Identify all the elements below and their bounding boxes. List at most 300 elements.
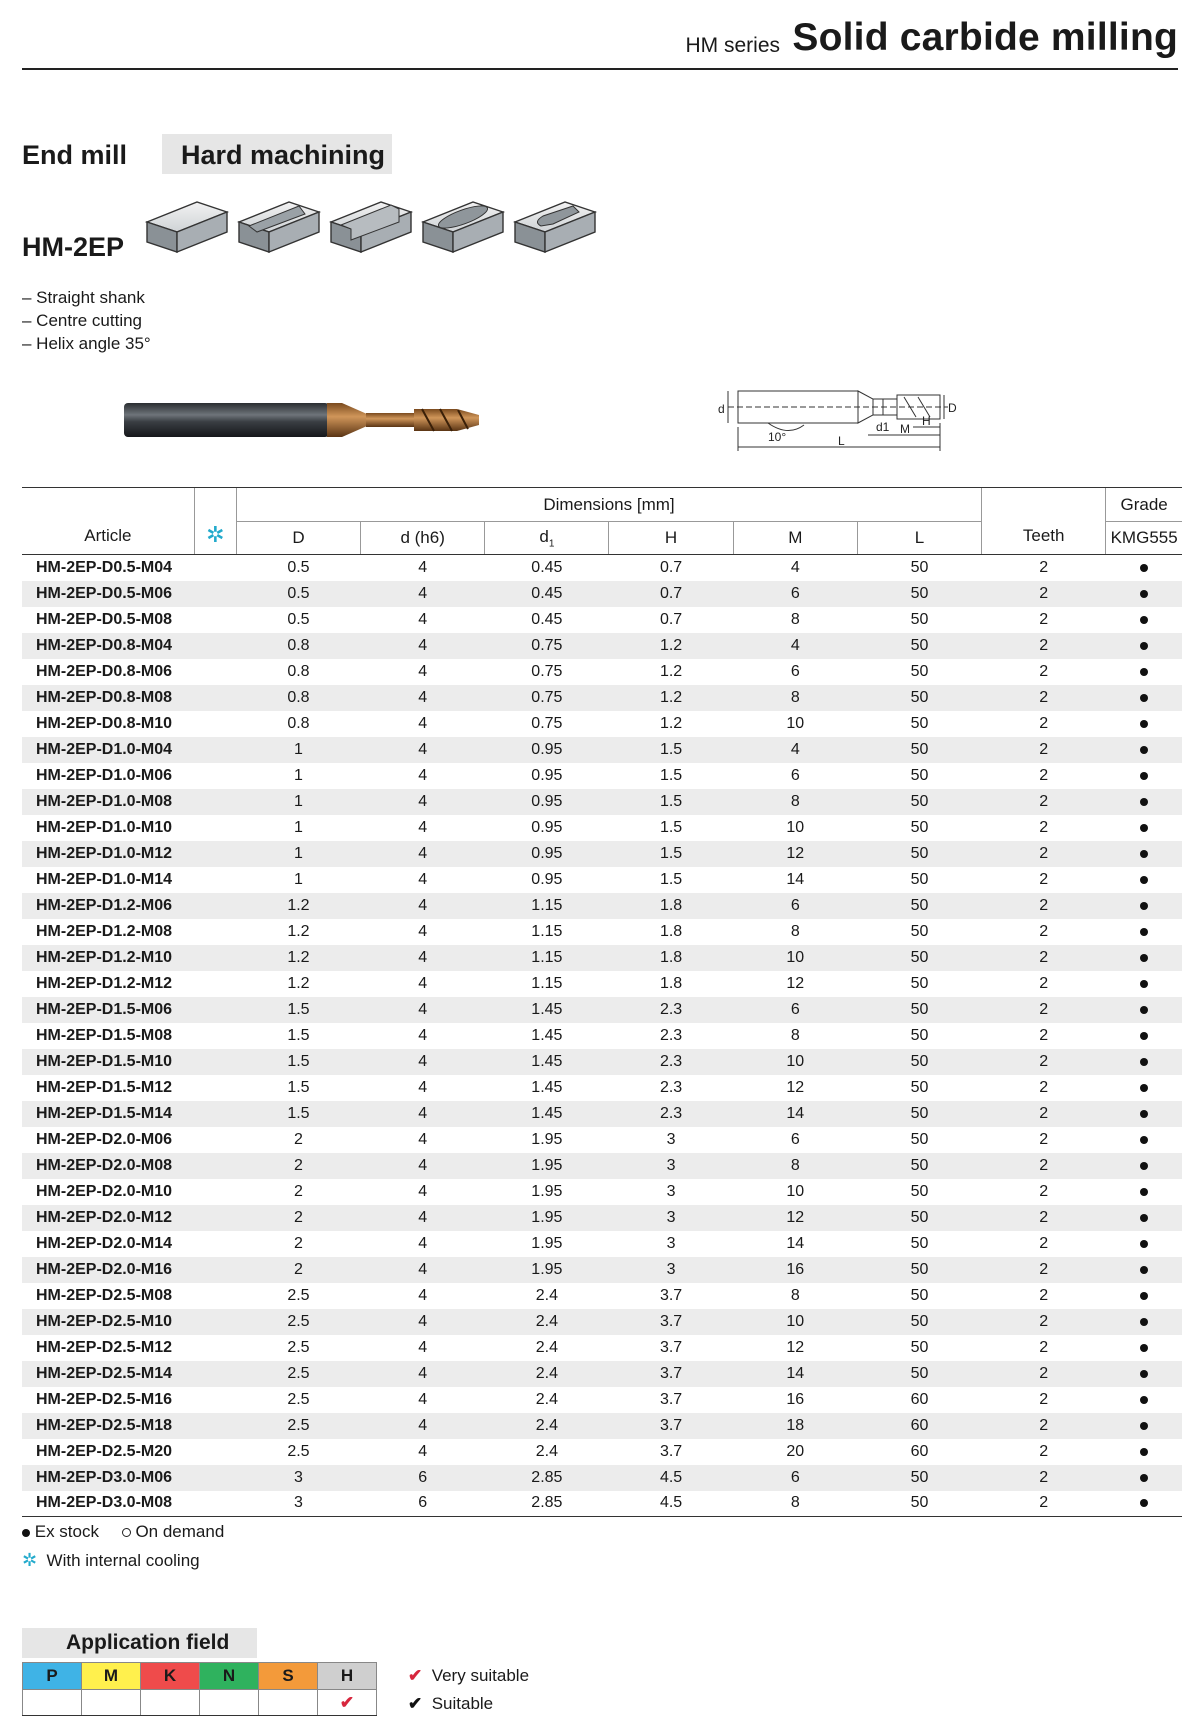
H-cell: 0.7 <box>609 581 733 607</box>
L-cell: 50 <box>857 1205 981 1231</box>
article-cell: HM-2EP-D1.5-M12 <box>36 1078 173 1096</box>
article-cell: HM-2EP-D2.0-M06 <box>36 1130 173 1148</box>
grade-cell <box>1106 1205 1182 1231</box>
ex-stock-icon <box>1140 616 1148 624</box>
M-cell: 6 <box>790 766 800 784</box>
suitability-mark <box>259 1690 318 1716</box>
grade-cell <box>1106 841 1182 867</box>
L-cell: 50 <box>857 945 981 971</box>
d-cell: 4 <box>361 1049 485 1075</box>
block-slot-icon <box>331 202 411 252</box>
ex-stock-icon <box>1140 1240 1148 1248</box>
article-cell: HM-2EP-D2.5-M12 <box>36 1338 173 1356</box>
table-row <box>22 1101 1182 1127</box>
dim-angle-label: 10° <box>768 430 787 444</box>
grade-name-header: KMG555 <box>1106 522 1182 555</box>
table-row <box>22 1491 1182 1517</box>
table-row <box>22 867 1182 893</box>
article-cell: HM-2EP-D1.0-M12 <box>22 841 194 867</box>
grade-cell <box>1106 1127 1182 1153</box>
d-cell: 4 <box>418 1442 428 1460</box>
L-cell: 50 <box>910 818 929 836</box>
L-cell: 50 <box>910 1182 929 1200</box>
L-cell: 60 <box>857 1413 981 1439</box>
teeth-cell: 2 <box>1039 1182 1049 1200</box>
teeth-cell: 2 <box>1039 818 1049 836</box>
M-cell: 10 <box>786 818 805 836</box>
ex-stock-icon <box>1140 642 1148 650</box>
d1-cell: 1.15 <box>531 922 563 940</box>
table-row <box>22 997 1182 1023</box>
teeth-cell: 2 <box>1039 558 1049 576</box>
teeth-cell: 2 <box>982 1361 1106 1387</box>
suitable-check-icon: ✔ <box>408 1694 423 1713</box>
teeth-cell: 2 <box>1039 1234 1049 1252</box>
H-cell: 2.3 <box>609 1101 733 1127</box>
d1-cell: 2.4 <box>535 1286 558 1304</box>
cooling-cell <box>194 1335 236 1361</box>
page-title: Solid carbide milling <box>792 16 1178 59</box>
L-cell: 50 <box>910 974 929 992</box>
L-cell: 50 <box>857 841 981 867</box>
table-row <box>22 1075 1182 1101</box>
d1-cell: 0.45 <box>531 610 563 628</box>
grade-cell <box>1106 997 1182 1023</box>
L-cell: 50 <box>910 766 929 784</box>
L-cell: 50 <box>910 1026 929 1044</box>
cooling-cell <box>194 1049 236 1075</box>
H-cell: 0.7 <box>659 610 683 628</box>
d-cell: 4 <box>418 974 428 992</box>
teeth-cell: 2 <box>982 1309 1106 1335</box>
d-cell: 4 <box>418 1026 428 1044</box>
D-cell: 1 <box>294 818 303 836</box>
grade-cell <box>1106 711 1182 737</box>
article-cell: HM-2EP-D2.0-M14 <box>36 1234 173 1252</box>
series-label: HM series <box>685 34 780 57</box>
cooling-cell <box>194 945 236 971</box>
D-cell: 1.5 <box>287 1026 310 1044</box>
grade-cell <box>1106 1023 1182 1049</box>
D-cell: 2.5 <box>287 1286 310 1304</box>
cooling-cell <box>194 555 236 581</box>
ex-stock-icon <box>1140 1292 1148 1300</box>
table-row <box>22 919 1182 945</box>
table-row <box>22 1439 1182 1465</box>
grade-cell <box>1106 1179 1182 1205</box>
d-cell: 4 <box>418 818 428 836</box>
article-cell: HM-2EP-D2.5-M08 <box>36 1286 173 1304</box>
ex-stock-icon <box>1140 928 1148 936</box>
D-cell: 1 <box>294 766 303 784</box>
ex-stock-icon <box>22 1529 30 1537</box>
M-cell: 8 <box>733 789 857 815</box>
D-cell: 1.5 <box>236 1049 360 1075</box>
M-cell: 12 <box>786 1078 805 1096</box>
table-row <box>22 1049 1182 1075</box>
d-cell: 4 <box>418 1286 428 1304</box>
M-cell: 6 <box>790 662 800 680</box>
teeth-cell: 2 <box>1039 974 1049 992</box>
D-cell: 1.5 <box>287 1078 310 1096</box>
D-cell: 2 <box>236 1257 360 1283</box>
table-row <box>22 945 1182 971</box>
L-cell: 50 <box>857 581 981 607</box>
ex-stock-icon <box>1140 1474 1148 1482</box>
d-cell: 4 <box>418 610 428 628</box>
ex-stock-icon <box>1140 1370 1148 1378</box>
H-cell: 1.5 <box>609 841 733 867</box>
D-cell: 1.2 <box>236 945 360 971</box>
M-cell: 14 <box>733 1101 857 1127</box>
grade-cell <box>1106 1257 1182 1283</box>
D-cell: 2 <box>236 1205 360 1231</box>
article-cell: HM-2EP-D1.0-M14 <box>36 870 173 888</box>
teeth-cell: 2 <box>982 945 1106 971</box>
article-cell: HM-2EP-D0.5-M06 <box>22 581 194 607</box>
col-D-header: D <box>236 522 360 555</box>
ex-stock-icon <box>1140 850 1148 858</box>
cooling-cell <box>194 763 236 789</box>
d1-cell: 1.45 <box>531 1026 563 1044</box>
article-cell: HM-2EP-D0.8-M08 <box>22 685 194 711</box>
L-cell: 50 <box>910 922 929 940</box>
grade-cell <box>1106 763 1182 789</box>
L-cell: 50 <box>857 737 981 763</box>
L-cell: 50 <box>857 893 981 919</box>
ex-stock-icon <box>1140 1266 1148 1274</box>
table-row <box>22 1023 1182 1049</box>
d-cell: 4 <box>418 1390 428 1408</box>
H-cell: 3.7 <box>609 1413 733 1439</box>
H-cell: 3.7 <box>659 1442 683 1460</box>
d-cell: 4 <box>361 1361 485 1387</box>
cooling-cell <box>194 1309 236 1335</box>
cooling-cell <box>194 1465 236 1491</box>
d-cell: 4 <box>418 922 428 940</box>
d1-cell: 0.95 <box>485 737 609 763</box>
grade-cell <box>1106 1231 1182 1257</box>
d-cell: 4 <box>361 1101 485 1127</box>
D-cell: 2.5 <box>287 1338 310 1356</box>
article-cell: HM-2EP-D1.5-M10 <box>22 1049 194 1075</box>
L-cell: 50 <box>857 1049 981 1075</box>
suitability-mark <box>200 1690 259 1716</box>
d1-cell: 2.4 <box>485 1413 609 1439</box>
M-cell: 6 <box>733 581 857 607</box>
ex-stock-icon <box>1140 1344 1148 1352</box>
ex-stock-icon <box>1140 1318 1148 1326</box>
table-row <box>22 1231 1182 1257</box>
article-cell: HM-2EP-D3.0-M08 <box>22 1491 194 1517</box>
M-cell: 12 <box>786 974 805 992</box>
M-cell: 4 <box>733 737 857 763</box>
grade-cell <box>1106 1465 1182 1491</box>
d-cell: 4 <box>361 1309 485 1335</box>
M-cell: 6 <box>733 893 857 919</box>
H-cell: 1.2 <box>609 685 733 711</box>
D-cell: 1.5 <box>236 1101 360 1127</box>
ex-stock-icon <box>1140 1188 1148 1196</box>
grade-cell <box>1106 1101 1182 1127</box>
D-cell: 1.2 <box>236 893 360 919</box>
teeth-cell: 2 <box>982 893 1106 919</box>
D-cell: 2 <box>294 1130 303 1148</box>
cooling-cell <box>194 815 236 841</box>
block-open-pocket-icon <box>515 202 595 252</box>
table-row <box>22 555 1182 581</box>
d1-cell: 1.95 <box>485 1153 609 1179</box>
cooling-cell <box>194 919 236 945</box>
d-cell: 4 <box>361 945 485 971</box>
cooling-cell <box>194 971 236 997</box>
L-cell: 60 <box>910 1442 929 1460</box>
cooling-cell <box>194 633 236 659</box>
D-cell: 2.5 <box>287 1442 310 1460</box>
L-cell: 50 <box>857 1153 981 1179</box>
very-suitable-label: Very suitable <box>431 1666 530 1685</box>
teeth-cell: 2 <box>982 1049 1106 1075</box>
article-cell: HM-2EP-D1.2-M10 <box>22 945 194 971</box>
H-cell: 1.8 <box>659 974 683 992</box>
teeth-cell: 2 <box>1039 610 1049 628</box>
table-row <box>22 789 1182 815</box>
M-cell: 8 <box>733 1153 857 1179</box>
ex-stock-icon <box>1140 564 1148 572</box>
d1-cell: 2.4 <box>535 1442 558 1460</box>
grade-cell <box>1106 971 1182 997</box>
D-cell: 1.2 <box>287 922 310 940</box>
D-cell: 0.5 <box>287 610 310 628</box>
L-cell: 50 <box>857 1491 981 1517</box>
teeth-cell: 2 <box>982 1491 1106 1517</box>
dim-M-label: M <box>900 422 910 436</box>
table-row <box>22 1361 1182 1387</box>
H-cell: 3.7 <box>659 1286 683 1304</box>
article-cell: HM-2EP-D2.5-M16 <box>36 1390 173 1408</box>
ex-stock-icon <box>1140 1032 1148 1040</box>
D-cell: 0.8 <box>287 662 310 680</box>
on-demand-label: On demand <box>135 1522 225 1541</box>
H-cell: 4.5 <box>609 1491 733 1517</box>
D-cell: 0.5 <box>287 558 310 576</box>
material-group-k: K <box>141 1663 200 1690</box>
cooling-cell <box>194 1439 236 1465</box>
dimensions-table <box>22 487 1182 1517</box>
L-cell: 50 <box>857 1257 981 1283</box>
D-cell: 1.2 <box>287 974 310 992</box>
d-cell: 4 <box>418 714 428 732</box>
teeth-cell: 2 <box>1039 1338 1049 1356</box>
H-cell: 3.7 <box>659 1390 683 1408</box>
H-cell: 2.3 <box>659 1078 683 1096</box>
teeth-cell: 2 <box>982 789 1106 815</box>
ex-stock-icon <box>1140 772 1148 780</box>
block-groove-icon <box>239 202 319 252</box>
d1-cell: 1.15 <box>531 974 563 992</box>
table-row <box>22 1179 1182 1205</box>
D-cell: 1 <box>294 870 303 888</box>
d-cell: 4 <box>361 633 485 659</box>
H-cell: 1.5 <box>659 766 683 784</box>
cooling-cell <box>194 581 236 607</box>
table-row <box>22 1413 1182 1439</box>
end-mill-photo <box>122 395 492 445</box>
teeth-cell: 2 <box>1039 662 1049 680</box>
d1-cell: 0.95 <box>531 870 563 888</box>
d-cell: 4 <box>418 1182 428 1200</box>
article-cell: HM-2EP-D0.8-M10 <box>36 714 173 732</box>
table-row <box>22 737 1182 763</box>
H-cell: 3 <box>666 1182 676 1200</box>
ex-stock-icon <box>1140 1110 1148 1118</box>
d-cell: 4 <box>418 1130 428 1148</box>
workpiece-icons <box>145 192 605 262</box>
M-cell: 8 <box>733 1491 857 1517</box>
grade-cell <box>1106 1153 1182 1179</box>
teeth-cell: 2 <box>1039 714 1049 732</box>
d1-cell: 2.4 <box>535 1390 558 1408</box>
d1-cell: 2.4 <box>485 1361 609 1387</box>
page-header <box>22 0 1178 70</box>
cooling-cell <box>194 1179 236 1205</box>
H-cell: 1.5 <box>609 789 733 815</box>
article-cell: HM-2EP-D1.2-M08 <box>36 922 173 940</box>
d-cell: 4 <box>418 1234 428 1252</box>
d1-cell: 1.45 <box>531 1078 563 1096</box>
D-cell: 0.8 <box>287 714 310 732</box>
cooling-cell <box>194 1075 236 1101</box>
article-cell: HM-2EP-D2.0-M12 <box>22 1205 194 1231</box>
H-cell: 3.7 <box>609 1361 733 1387</box>
ex-stock-icon <box>1140 1422 1148 1430</box>
col-d1-header: $d_1$ <box>485 522 609 555</box>
table-row <box>22 685 1182 711</box>
article-cell: HM-2EP-D2.5-M14 <box>22 1361 194 1387</box>
application-field <box>22 1628 377 1716</box>
M-cell: 10 <box>786 714 805 732</box>
D-cell: 2 <box>294 1182 303 1200</box>
cooling-cell <box>194 1413 236 1439</box>
article-cell: HM-2EP-D2.0-M08 <box>22 1153 194 1179</box>
d1-cell: 1.95 <box>485 1205 609 1231</box>
block-plain-icon <box>147 202 227 252</box>
L-cell: 50 <box>910 1286 929 1304</box>
cooling-cell <box>194 1205 236 1231</box>
feature-item: – Helix angle 35° <box>22 334 151 353</box>
table-row <box>22 1257 1182 1283</box>
H-cell: 1.5 <box>659 818 683 836</box>
d-cell: 6 <box>361 1491 485 1517</box>
L-cell: 50 <box>910 1078 929 1096</box>
H-cell: 3 <box>666 1130 676 1148</box>
d1-cell: 1.95 <box>531 1234 563 1252</box>
table-row <box>22 1465 1182 1491</box>
col-M-header: M <box>733 522 857 555</box>
d1-cell: 0.75 <box>485 633 609 659</box>
application-label: Hard machining <box>162 134 392 174</box>
suitability-mark <box>23 1690 82 1716</box>
suitability-legend <box>408 1662 529 1718</box>
category-label: End mill <box>22 140 128 170</box>
ex-stock-icon <box>1140 1162 1148 1170</box>
table-row <box>22 815 1182 841</box>
d1-cell: 1.45 <box>485 997 609 1023</box>
grade-cell <box>1106 1049 1182 1075</box>
grade-cell <box>1106 633 1182 659</box>
M-cell: 4 <box>733 633 857 659</box>
M-cell: 12 <box>733 1205 857 1231</box>
L-cell: 50 <box>910 558 929 576</box>
grade-cell <box>1106 1075 1182 1101</box>
dim-d1-label: d1 <box>876 420 890 434</box>
ex-stock-icon <box>1140 1448 1148 1456</box>
M-cell: 20 <box>786 1442 805 1460</box>
d-cell: 4 <box>361 581 485 607</box>
teeth-cell: 2 <box>1039 1390 1049 1408</box>
H-cell: 1.5 <box>659 870 683 888</box>
grade-cell <box>1106 815 1182 841</box>
table-row <box>22 1205 1182 1231</box>
material-group-s: S <box>259 1663 318 1690</box>
teeth-cell: 2 <box>982 841 1106 867</box>
M-cell: 6 <box>790 1130 800 1148</box>
teeth-cell: 2 <box>1039 922 1049 940</box>
d-cell: 4 <box>361 789 485 815</box>
internal-cooling-icon: ✲ <box>206 522 225 547</box>
col-H-header: H <box>609 522 733 555</box>
table-row <box>22 607 1182 633</box>
ex-stock-icon <box>1140 1006 1148 1014</box>
H-cell: 2.3 <box>609 997 733 1023</box>
teeth-cell: 2 <box>982 581 1106 607</box>
L-cell: 50 <box>857 1465 981 1491</box>
M-cell: 8 <box>790 1286 800 1304</box>
suitability-mark <box>141 1690 200 1716</box>
feature-item: – Centre cutting <box>22 311 143 330</box>
ex-stock-icon <box>1140 720 1148 728</box>
table-row <box>22 633 1182 659</box>
material-group-p: P <box>23 1663 82 1690</box>
material-group-m: M <box>82 1663 141 1690</box>
block-pocket-icon <box>423 202 503 252</box>
teeth-cell: 2 <box>982 633 1106 659</box>
material-groups-table <box>22 1662 377 1716</box>
col-d-header: d (h6) <box>361 522 485 555</box>
L-cell: 50 <box>910 662 929 680</box>
H-cell: 2.3 <box>659 1026 683 1044</box>
table-row <box>22 841 1182 867</box>
article-cell: HM-2EP-D0.5-M08 <box>36 610 173 628</box>
legend <box>22 1518 242 1575</box>
cooling-cell <box>194 1491 236 1517</box>
feature-list <box>22 286 151 355</box>
H-cell: 1.5 <box>609 737 733 763</box>
teeth-cell: 2 <box>982 737 1106 763</box>
col-L-header: L <box>857 522 981 555</box>
H-cell: 3 <box>666 1234 676 1252</box>
article-header: Article <box>22 488 194 555</box>
teeth-cell: 2 <box>982 997 1106 1023</box>
ex-stock-icon <box>1140 1084 1148 1092</box>
d1-cell: 0.75 <box>485 685 609 711</box>
ex-stock-icon <box>1140 1396 1148 1404</box>
H-cell: 1.2 <box>609 633 733 659</box>
model-title: HM-2EP <box>22 232 125 262</box>
table-row <box>22 1309 1182 1335</box>
ex-stock-icon <box>1140 1214 1148 1222</box>
M-cell: 16 <box>733 1257 857 1283</box>
